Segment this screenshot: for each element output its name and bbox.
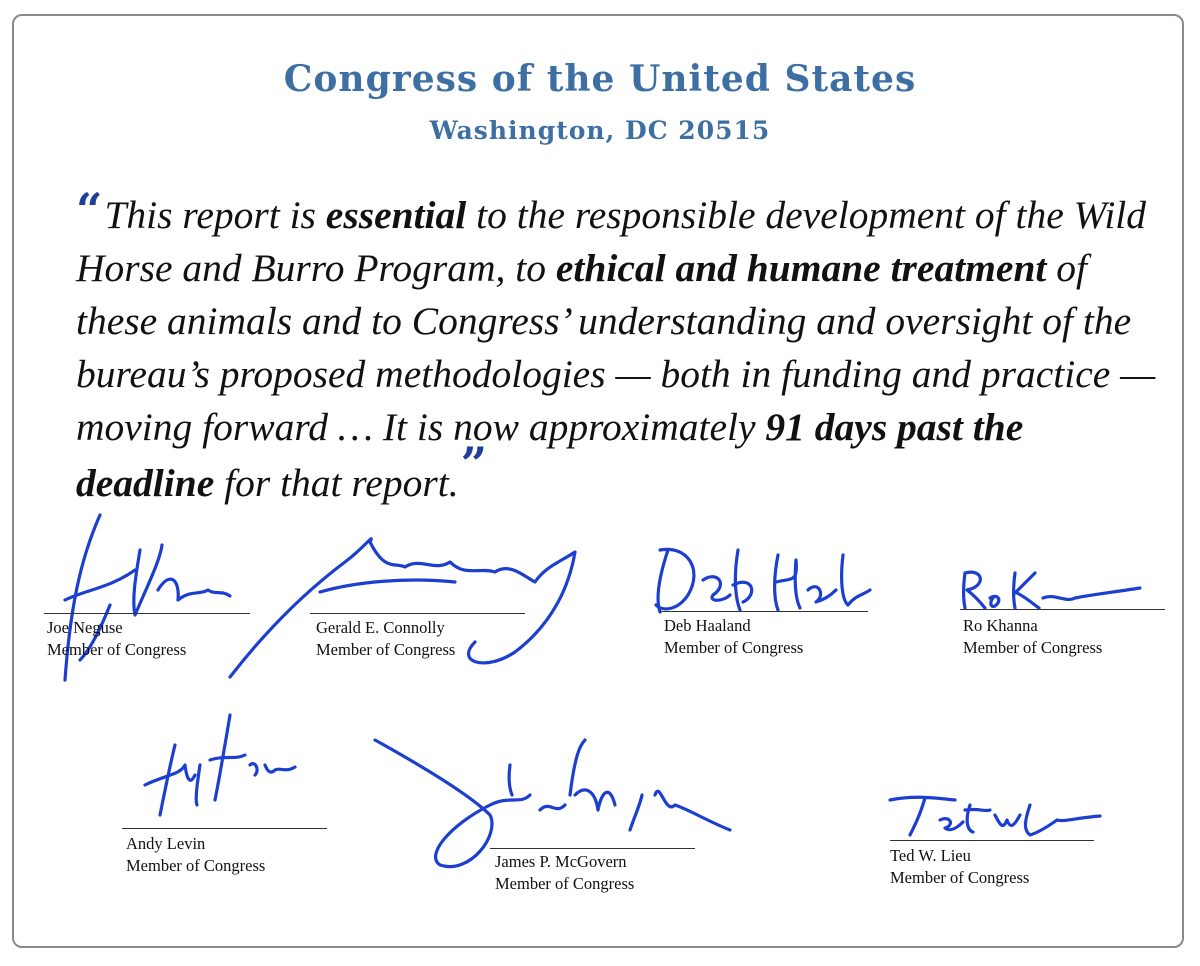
letterhead-title: Congress of the United States xyxy=(283,58,917,100)
quote-emphasis: 91 days past the deadline xyxy=(76,405,1024,505)
signatory-role: Member of Congress xyxy=(963,638,1103,657)
signature-line xyxy=(490,848,695,849)
quote-emphasis: essential xyxy=(325,193,467,237)
signature-line xyxy=(310,613,525,614)
signatory-name: Gerald E. Connolly xyxy=(316,618,445,637)
quote-text xyxy=(76,183,1156,510)
signature-line xyxy=(122,828,327,829)
signatory-name: Joe Neguse xyxy=(47,618,123,637)
quote-segment: This report is xyxy=(104,193,326,237)
signatory-role: Member of Congress xyxy=(664,638,804,657)
signature-lieu xyxy=(885,790,1115,845)
close-quote-mark: ” xyxy=(460,437,488,491)
letterhead-subtitle: Washington, DC 20515 xyxy=(429,116,771,145)
signatory-role: Member of Congress xyxy=(890,868,1030,887)
signatory-name: James P. McGovern xyxy=(495,852,627,871)
signature-line xyxy=(890,840,1094,841)
signature-line xyxy=(44,613,250,614)
signatory-name: Deb Haaland xyxy=(664,616,751,635)
signatory-role: Member of Congress xyxy=(126,856,266,875)
signatory-name: Ted W. Lieu xyxy=(890,846,971,865)
open-quote-mark: “ xyxy=(76,183,103,237)
signatory-name: Andy Levin xyxy=(126,834,206,853)
signatory-role: Member of Congress xyxy=(47,640,187,659)
quote-emphasis: ethical and humane treatment xyxy=(555,246,1047,290)
signatory-role: Member of Congress xyxy=(316,640,456,659)
quote-segment: of these animals and to Congress’ understanding and oversight of the bureau’s proposed methodologies — both in funding and practice — moving forward … It is now approximately xyxy=(76,246,1156,449)
signature-line xyxy=(660,611,868,612)
signature-levin xyxy=(125,705,305,825)
signature-haaland xyxy=(648,540,878,620)
signatory-role: Member of Congress xyxy=(495,874,635,893)
signatory-name: Ro Khanna xyxy=(963,616,1038,635)
quote-segment: to the responsible development of the Wild Horse and Burro Program, to xyxy=(76,193,1147,290)
signature-line xyxy=(960,609,1165,610)
quote-segment: for that report. xyxy=(214,461,459,505)
signature-khanna xyxy=(955,568,1155,618)
